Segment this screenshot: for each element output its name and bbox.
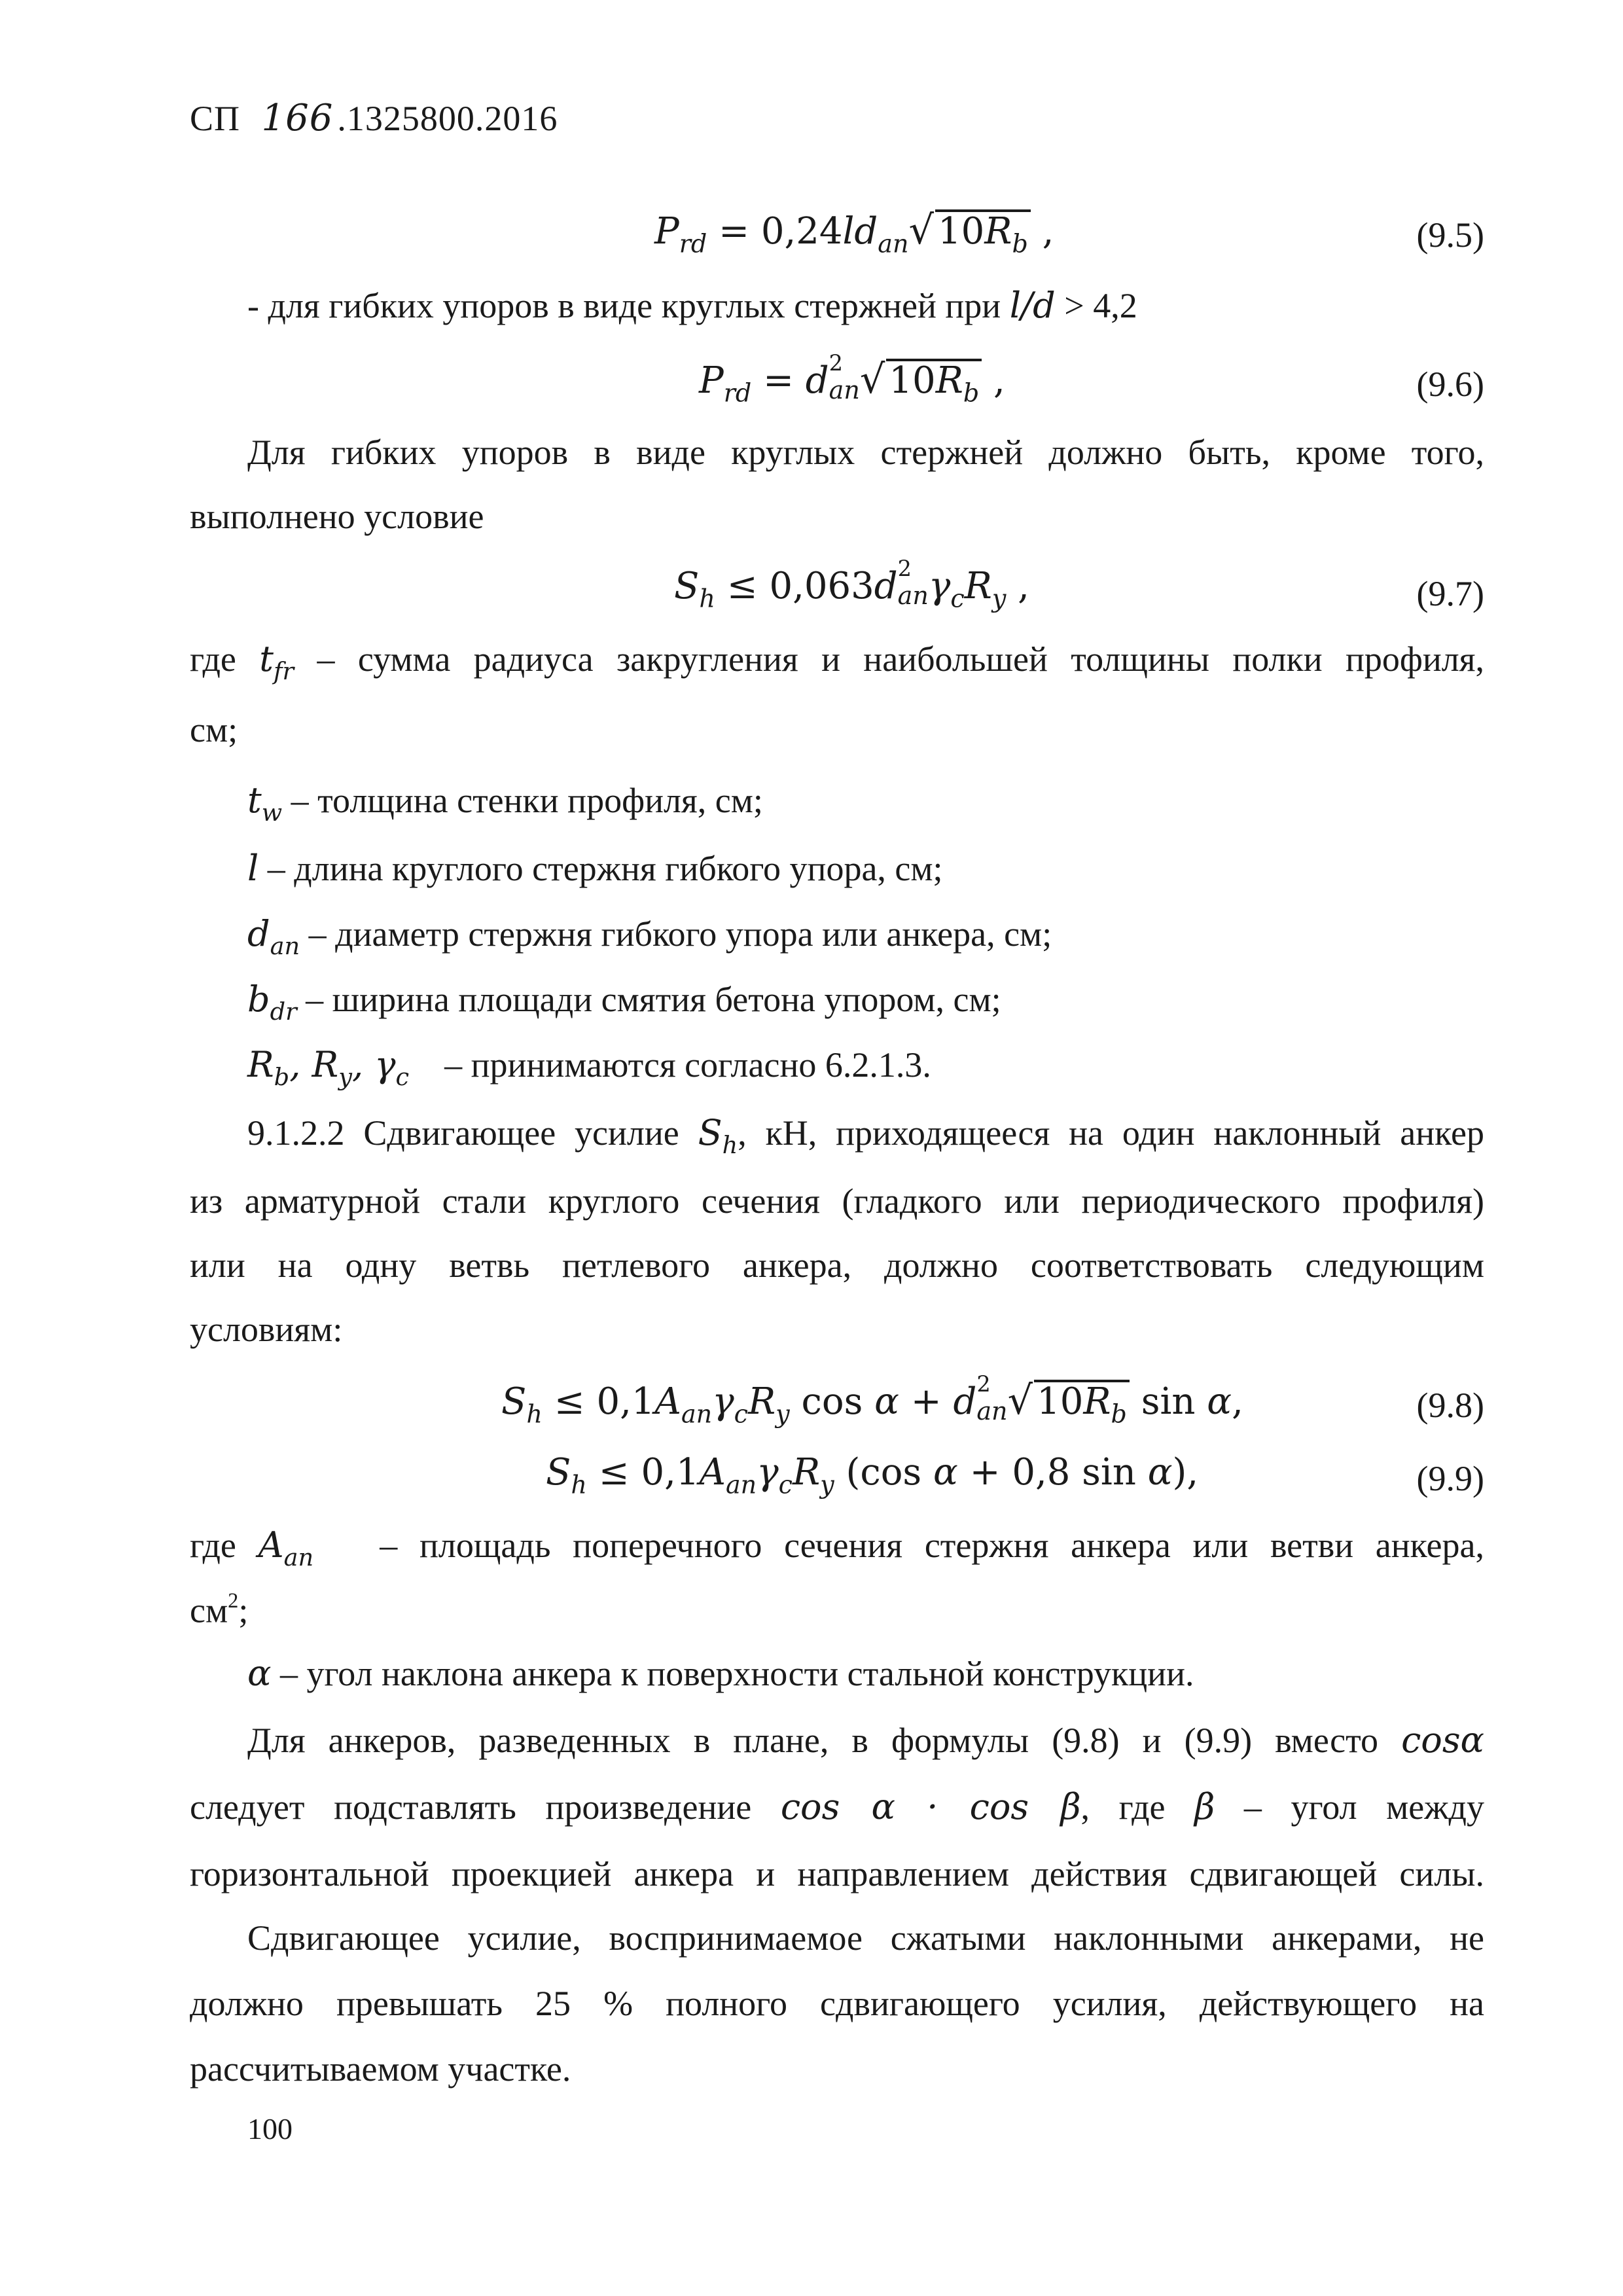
formula-9-9: $S_h \le 0,1A_{an}\gamma_cR_y$ (cos α + 0,8 sin α), (546, 1451, 1199, 1499)
flex-rods-condition-text: - для гибких упоров в виде круглых стержней при (247, 286, 1001, 325)
para2-line1 (247, 1112, 1485, 1159)
symbol-cos-alpha: cosα (1401, 1719, 1484, 1761)
para3-line2-end: – угол между (1243, 1787, 1485, 1827)
formula-9-5: $P_{rd} = 0,24ld_{an}√$ $10R_b$ , (654, 207, 1054, 259)
definition-tw (247, 780, 763, 827)
definition-l (247, 848, 943, 889)
where-tfr-line2: см; (190, 710, 238, 749)
ratio-l-d: l/d (1009, 285, 1056, 326)
formula-9-7: $S_h \le 0,063d$ 2 an $\gamma_cR_y$ , (674, 555, 1029, 613)
symbol-aan: $A_{an}$ (258, 1524, 314, 1571)
para2-line3: или на одну ветвь петлевого анкера, должно соответствовать следующим (190, 1246, 1484, 1285)
where-tfr-line1 (190, 638, 1485, 685)
formula-9-7-number: (9.7) (1416, 574, 1484, 613)
definition-bdr-text: – ширина площади смятия бетона упором, см; (306, 980, 1001, 1019)
symbol-tw: $t_w$ (247, 780, 283, 827)
flex-rods-condition-value: > 4,2 (1064, 286, 1137, 325)
where-aan-line2: $см^2$; (190, 1589, 249, 1630)
definition-alpha-text: – угол наклона анкера к поверхности стальной конструкции. (279, 1654, 1194, 1693)
definition-tw-text: – толщина стенки профиля, см; (291, 781, 763, 820)
para3-line2-mid: , где (1080, 1787, 1166, 1827)
para3-line2 (190, 1786, 1485, 1827)
symbol-beta: β (1194, 1786, 1215, 1827)
definition-alpha (247, 1653, 1194, 1694)
document-header (190, 97, 558, 139)
symbol-cos-product: cos α · cos β (780, 1786, 1081, 1827)
where-word: где (190, 639, 236, 679)
para3-line1 (247, 1719, 1484, 1761)
page-number: 100 (247, 2112, 293, 2145)
definition-l-text: – длина круглого стержня гибкого упора, см; (267, 849, 943, 888)
formula-9-5-number: (9.5) (1416, 215, 1484, 255)
symbol-alpha: α (247, 1653, 272, 1694)
handwritten-number: 166 (261, 97, 334, 139)
definition-rb-text: – принимаются согласно 6.2.1.3. (444, 1045, 931, 1085)
para1-line2: выполнено условие (190, 497, 484, 536)
formula-9-6-number: (9.6) (1416, 365, 1484, 404)
where-aan-line1 (190, 1524, 1484, 1571)
para3-line1-text: Для анкеров, разведенных в плане, в формулы (9.8) и (9.9) вместо (247, 1721, 1379, 1760)
para1-line1: Для гибких упоров в виде круглых стержней должно быть, кроме того, (247, 433, 1484, 472)
symbol-l: l (247, 848, 259, 889)
para2-line4: условиям: (190, 1310, 343, 1349)
unit-cm2: см (190, 1590, 228, 1630)
symbol-dan: $d_{an}$ (247, 913, 300, 960)
definition-dan (247, 913, 1052, 960)
where-word-2: где (190, 1526, 236, 1565)
symbol-sh: $S_h$ (698, 1112, 738, 1159)
para3-line3: горизонтальной проекцией анкера и направлением действия сдвигающей силы. (190, 1854, 1484, 1893)
where-aan-text: – площадь поперечного сечения стержня анкера или ветви анкера, (380, 1526, 1484, 1565)
header-suffix: .1325800.2016 (337, 99, 558, 138)
para4-line1: Сдвигающее усилие, воспринимаемое сжатыми наклонными анкерами, не (247, 1918, 1484, 1958)
formula-9-9-number: (9.9) (1416, 1459, 1484, 1498)
para2-line2: из арматурной стали круглого сечения (гладкого или периодического профиля) (190, 1181, 1484, 1221)
symbol-tfr: $t_{fr}$ (259, 638, 294, 685)
symbol-rb-ry-gc: $R_b$, $R_y$, $\gamma_c$ (247, 1044, 410, 1091)
para4-line3: рассчитываемом участке. (190, 2049, 571, 2089)
formula-9-8: $S_h \le 0,1A_{an}\gamma_cR_y$ cos α + d 2 an √ $10R_b$ sin α, (501, 1371, 1243, 1429)
flex-rods-condition-line (247, 285, 1137, 326)
definition-rb-ry-gc (247, 1044, 931, 1091)
para2-line1-start: 9.1.2.2 Сдвигающее усилие (247, 1113, 679, 1153)
formula-9-6: $P_{rd} = d$ 2 an √ $10R_b$ , (699, 350, 1005, 408)
definition-dan-text: – диаметр стержня гибкого упора или анкера, см; (308, 914, 1052, 954)
where-tfr-text: – сумма радиуса закругления и наибольшей толщины полки профиля, (317, 639, 1485, 679)
para3-line2-start: следует подставлять произведение (190, 1787, 752, 1827)
header-prefix: СП (190, 99, 241, 138)
definition-bdr (247, 978, 1001, 1026)
formula-9-8-number: (9.8) (1416, 1386, 1484, 1425)
symbol-bdr: $b_{dr}$ (247, 978, 297, 1026)
para2-line1-end: , кН, приходящееся на один наклонный анкер (738, 1113, 1485, 1153)
para4-line2: должно превышать 25 % полного сдвигающего усилия, действующего на (190, 1984, 1484, 2023)
